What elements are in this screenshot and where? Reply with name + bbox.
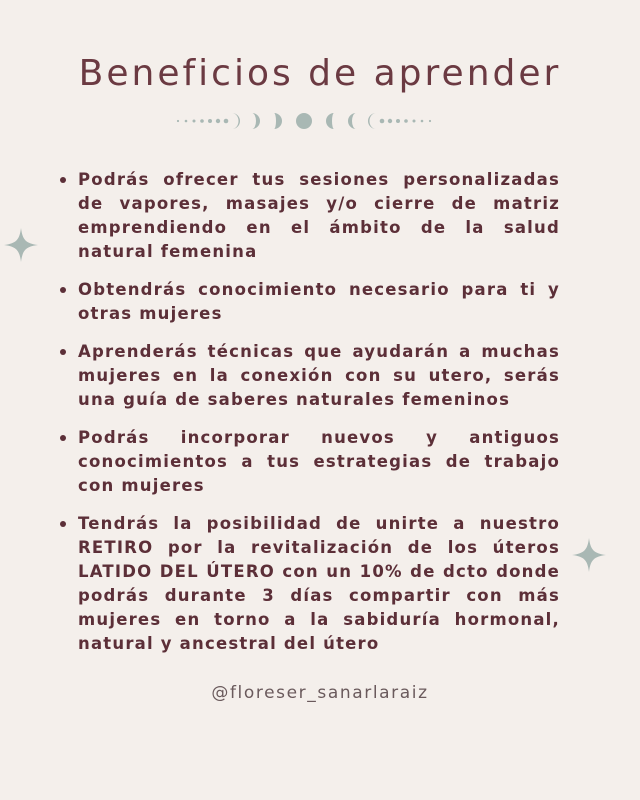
- benefit-text: Aprenderás técnicas que ayudarán a muchas mujeres en la conexión con su utero, serás una guía de saberes naturales femeninos: [78, 342, 560, 409]
- bullet-icon: [60, 521, 66, 527]
- list-item: [56, 168, 560, 264]
- social-handle: @floreser_sanarlaraiz: [211, 683, 429, 703]
- list-item: [56, 340, 560, 412]
- benefit-text: Podrás incorporar nuevos y antiguos conocimientos a tus estrategias de trabajo con mujeres: [78, 428, 560, 495]
- bullet-icon: [60, 349, 66, 355]
- bullet-icon: [60, 287, 66, 293]
- bullet-icon: [60, 435, 66, 441]
- sparkle-icon: [572, 538, 606, 572]
- bullet-icon: [60, 177, 66, 183]
- benefits-list: [56, 168, 560, 670]
- sparkle-icon: [4, 228, 38, 262]
- page-title: Beneficios de aprender: [78, 53, 562, 94]
- list-item: [56, 426, 560, 498]
- benefit-text: Tendrás la posibilidad de unirte a nuestro RETIRO por la revitalización de los úteros LATIDO DEL ÚTERO con un 10% de dcto donde podrás durante 3 días compartir con más mujeres en torno a la sabiduría hormonal, natural y ancestral del útero: [78, 514, 560, 653]
- list-item: [56, 512, 560, 656]
- benefit-text: Obtendrás conocimiento necesario para ti y otras mujeres: [78, 280, 560, 323]
- benefit-text: Podrás ofrecer tus sesiones personalizadas de vapores, masajes y/o cierre de matriz emprendiendo en el ámbito de la salud natural femenina: [78, 170, 560, 261]
- moon-phases-divider-icon: [170, 108, 470, 134]
- list-item: [56, 278, 560, 326]
